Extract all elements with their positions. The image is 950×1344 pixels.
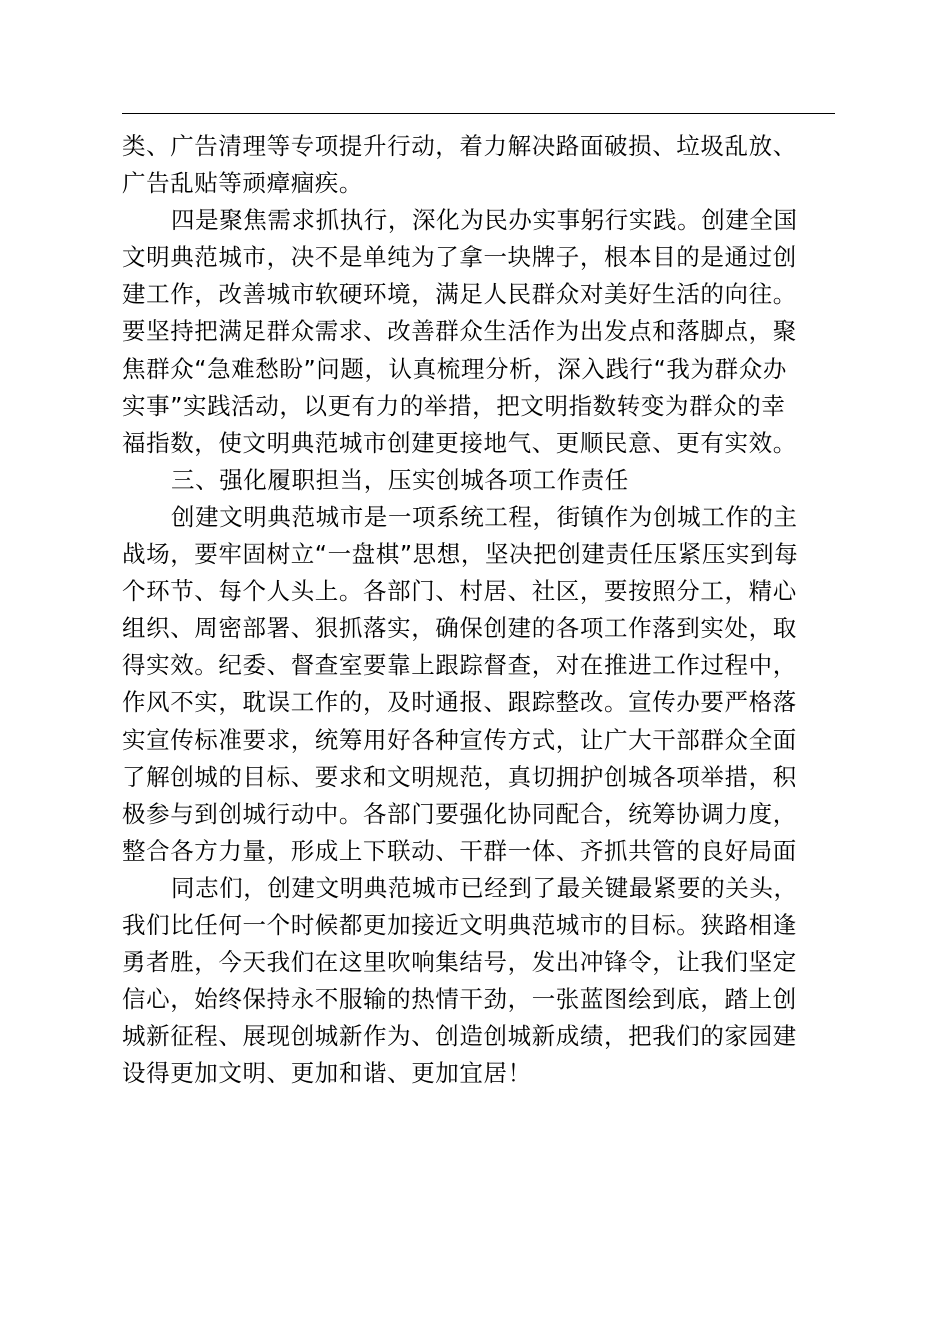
paragraph-start: 四是聚焦需求抓执行，深化为民办实事躬行实践。创建全国 [171,206,798,235]
section-heading: 三、强化履职担当，压实创城各项工作责任 [171,465,629,494]
header-rule [122,113,835,114]
text-line: 焦群众“急难愁盼”问题，认真梳理分析，深入践行“我为群众办 [122,354,787,383]
text-line: 信心，始终保持永不服输的热情干劲，一张蓝图绘到底，踏上创 [122,985,797,1014]
text-line: 广告乱贴等顽瘴痼疾。 [122,169,363,198]
text-line: 作风不实，耽误工作的，及时通报、跟踪整改。宣传办要严格落 [122,688,797,717]
text-line: 得实效。纪委、督查室要靠上跟踪督查，对在推进工作过程中， [122,651,797,680]
text-line: 实宣传标准要求，统筹用好各种宣传方式，让广大干部群众全面 [122,725,797,754]
text-line: 设得更加文明、更加和谐、更加宜居！ [122,1059,532,1088]
text-line: 我们比任何一个时候都更加接近文明典范城市的目标。狭路相逢 [122,910,797,939]
text-line: 勇者胜，今天我们在这里吹响集结号，发出冲锋令，让我们坚定 [122,948,797,977]
text-line: 福指数，使文明典范城市创建更接地气、更顺民意、更有实效。 [122,428,797,457]
text-line: 了解创城的目标、要求和文明规范，真切拥护创城各项举措，积 [122,762,797,791]
text-line: 实事”实践活动，以更有力的举措，把文明指数转变为群众的幸 [122,391,786,420]
text-line: 要坚持把满足群众需求、改善群众生活作为出发点和落脚点，聚 [122,317,797,346]
text-line: 战场，要牢固树立“一盘棋”思想，坚决把创建责任压紧压实到每 [122,540,799,569]
text-line: 个环节、每个人头上。各部门、村居、社区，要按照分工，精心 [122,577,797,606]
text-line: 极参与到创城行动中。各部门要强化协同配合，统筹协调力度， [122,799,797,828]
document-body [122,128,836,1092]
text-line: 城新征程、展现创城新作为、创造创城新成绩，把我们的家园建 [122,1022,797,1051]
paragraph-start: 创建文明典范城市是一项系统工程，街镇作为创城工作的主 [171,502,798,531]
text-line: 类、广告清理等专项提升行动，着力解决路面破损、垃圾乱放、 [122,132,797,160]
text-line: 组织、周密部署、狠抓落实，确保创建的各项工作落到实处，取 [122,614,797,643]
text-line: 建工作，改善城市软硬环境，满足人民群众对美好生活的向往。 [122,280,797,309]
paragraph-start: 同志们，创建文明典范城市已经到了最关键最紧要的关头， [171,873,798,902]
text-line: 整合各方力量，形成上下联动、干群一体、齐抓共管的良好局面 [122,836,797,865]
text-line: 文明典范城市，决不是单纯为了拿一块牌子，根本目的是通过创 [122,243,797,272]
